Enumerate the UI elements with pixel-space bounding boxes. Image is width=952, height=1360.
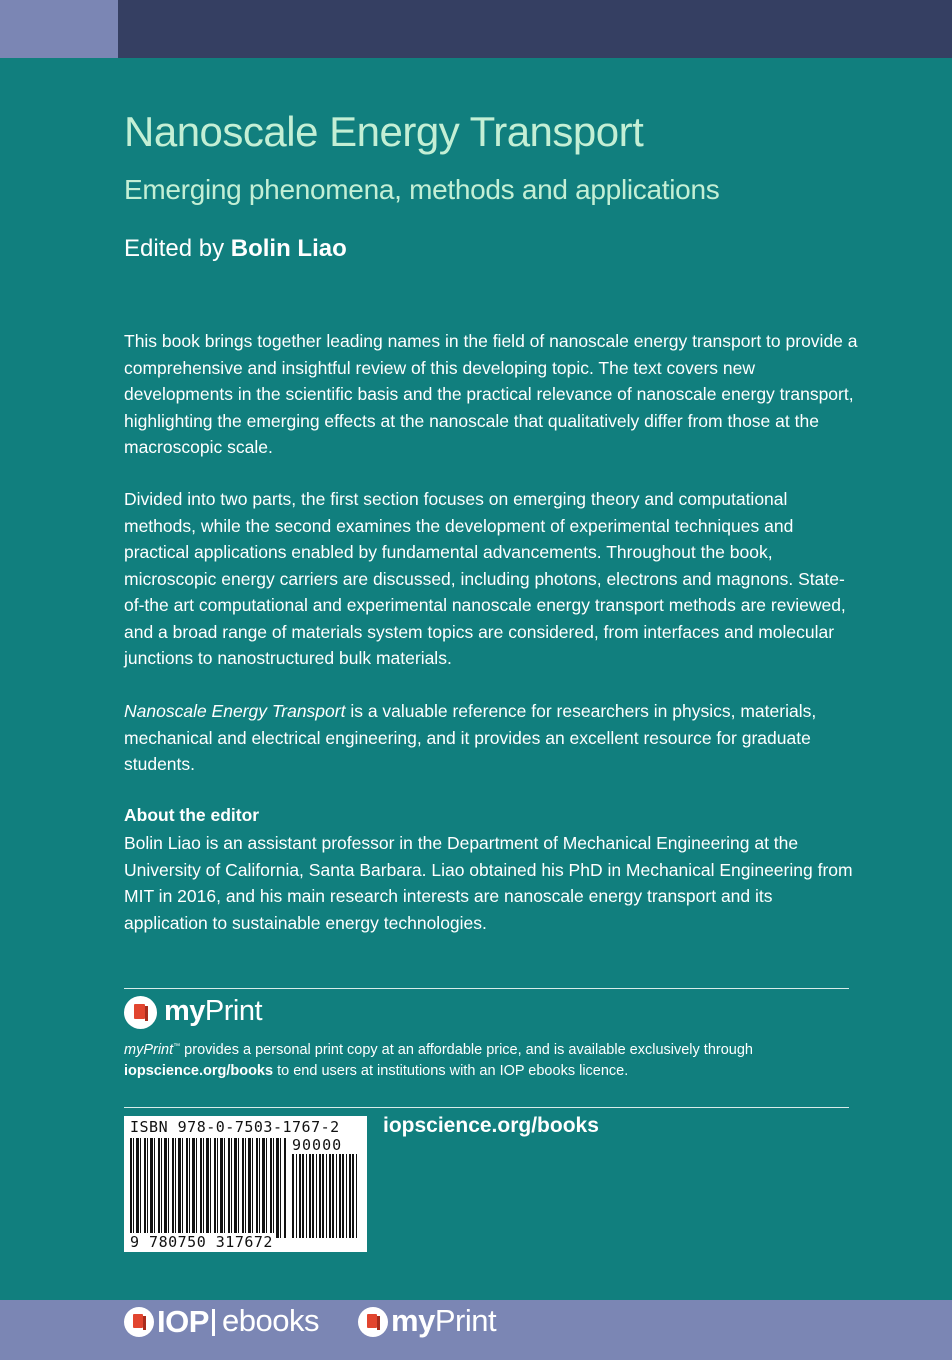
myprint-desc-text-1: provides a personal print copy at an affordable price, and is available exclusively through	[180, 1041, 753, 1058]
barcode-addon-digits: 90000	[292, 1136, 343, 1154]
barcode-bars	[130, 1138, 286, 1238]
myprint-wordmark-suffix: Print	[204, 995, 263, 1027]
myprint-wordmark	[164, 995, 262, 1028]
divider	[124, 988, 849, 989]
myprint-desc-link[interactable]: iopscience.org/books	[124, 1062, 274, 1079]
book-title: Nanoscale Energy Transport	[124, 108, 644, 155]
edited-by-prefix: Edited by	[124, 235, 225, 262]
trademark-mark: ™	[173, 1043, 181, 1050]
iop-wordmark: IOP	[157, 1304, 209, 1339]
footer-myprint-suffix: Print	[434, 1303, 497, 1338]
isbn-barcode	[124, 1116, 367, 1252]
blurb-paragraph-1: This book brings together leading names in the field of nanoscale energy transport to provide a comprehensive and insightful review of this developing topic. The text covers new developments in the scientific basis and the practical relevance of nanoscale energy transport, highlighting the emerging effects at the nanoscale that qualitatively differ from those at the macroscopic scale.	[124, 331, 858, 457]
about-editor-text: Bolin Liao is an assistant professor in the Department of Mechanical Engineering at the University of California, Santa Barbara. Liao obtained his PhD in Mechanical Engineering from MIT in 2016, and his main research interests are nanoscale energy transport and its application to sustainable energy technologies.	[124, 833, 853, 933]
website-link[interactable]: iopscience.org/books	[383, 1114, 599, 1137]
barcode-digits: 9 780750 317672	[130, 1233, 273, 1251]
blurb-paragraph-3-text: is a valuable reference for researchers in physics, materials, mechanical and electrical engineering, and it provides an excellent resource for graduate students.	[124, 701, 817, 774]
myprint-desc-brand: myPrint	[124, 1041, 174, 1058]
divider	[124, 1107, 849, 1108]
about-editor-heading: About the editor	[124, 805, 260, 825]
book-subtitle: Emerging phenomena, methods and applications	[124, 174, 720, 205]
editor-line	[124, 235, 347, 263]
book-icon	[134, 1004, 145, 1019]
book-icon	[133, 1314, 143, 1328]
myprint-wordmark-prefix: my	[164, 995, 205, 1027]
myprint-desc-text-2: to end users at institutions with an IOP ebooks licence.	[273, 1062, 629, 1079]
footer-myprint-wordmark	[391, 1303, 496, 1339]
book-title-italic: Nanoscale Energy Transport	[124, 701, 346, 721]
blurb-paragraph-3	[124, 698, 859, 778]
myprint-description	[124, 1036, 849, 1082]
top-bar	[0, 0, 952, 58]
book-icon	[367, 1314, 377, 1328]
top-bar-accent	[0, 0, 118, 58]
ebooks-wordmark: ebooks	[222, 1303, 319, 1338]
blurb-paragraph-2: Divided into two parts, the first section focuses on emerging theory and computational methods, while the second examines the development of experimental techniques and practical applications enabled by fundamental advancements. Throughout the book, microscopic energy carriers are discussed, including photons, electrons and magnons. State-of-the art computational and experimental nanoscale energy transport methods are reviewed, and a broad range of materials system topics are considered, from interfaces and molecular junctions to nanostructured bulk materials.	[124, 489, 846, 668]
editor-name: Bolin Liao	[230, 235, 347, 262]
footer-myprint-prefix: my	[391, 1303, 435, 1338]
isbn-text: ISBN 978-0-7503-1767-2	[130, 1118, 340, 1136]
barcode-addon-bars	[292, 1154, 358, 1238]
logo-divider	[212, 1309, 215, 1336]
